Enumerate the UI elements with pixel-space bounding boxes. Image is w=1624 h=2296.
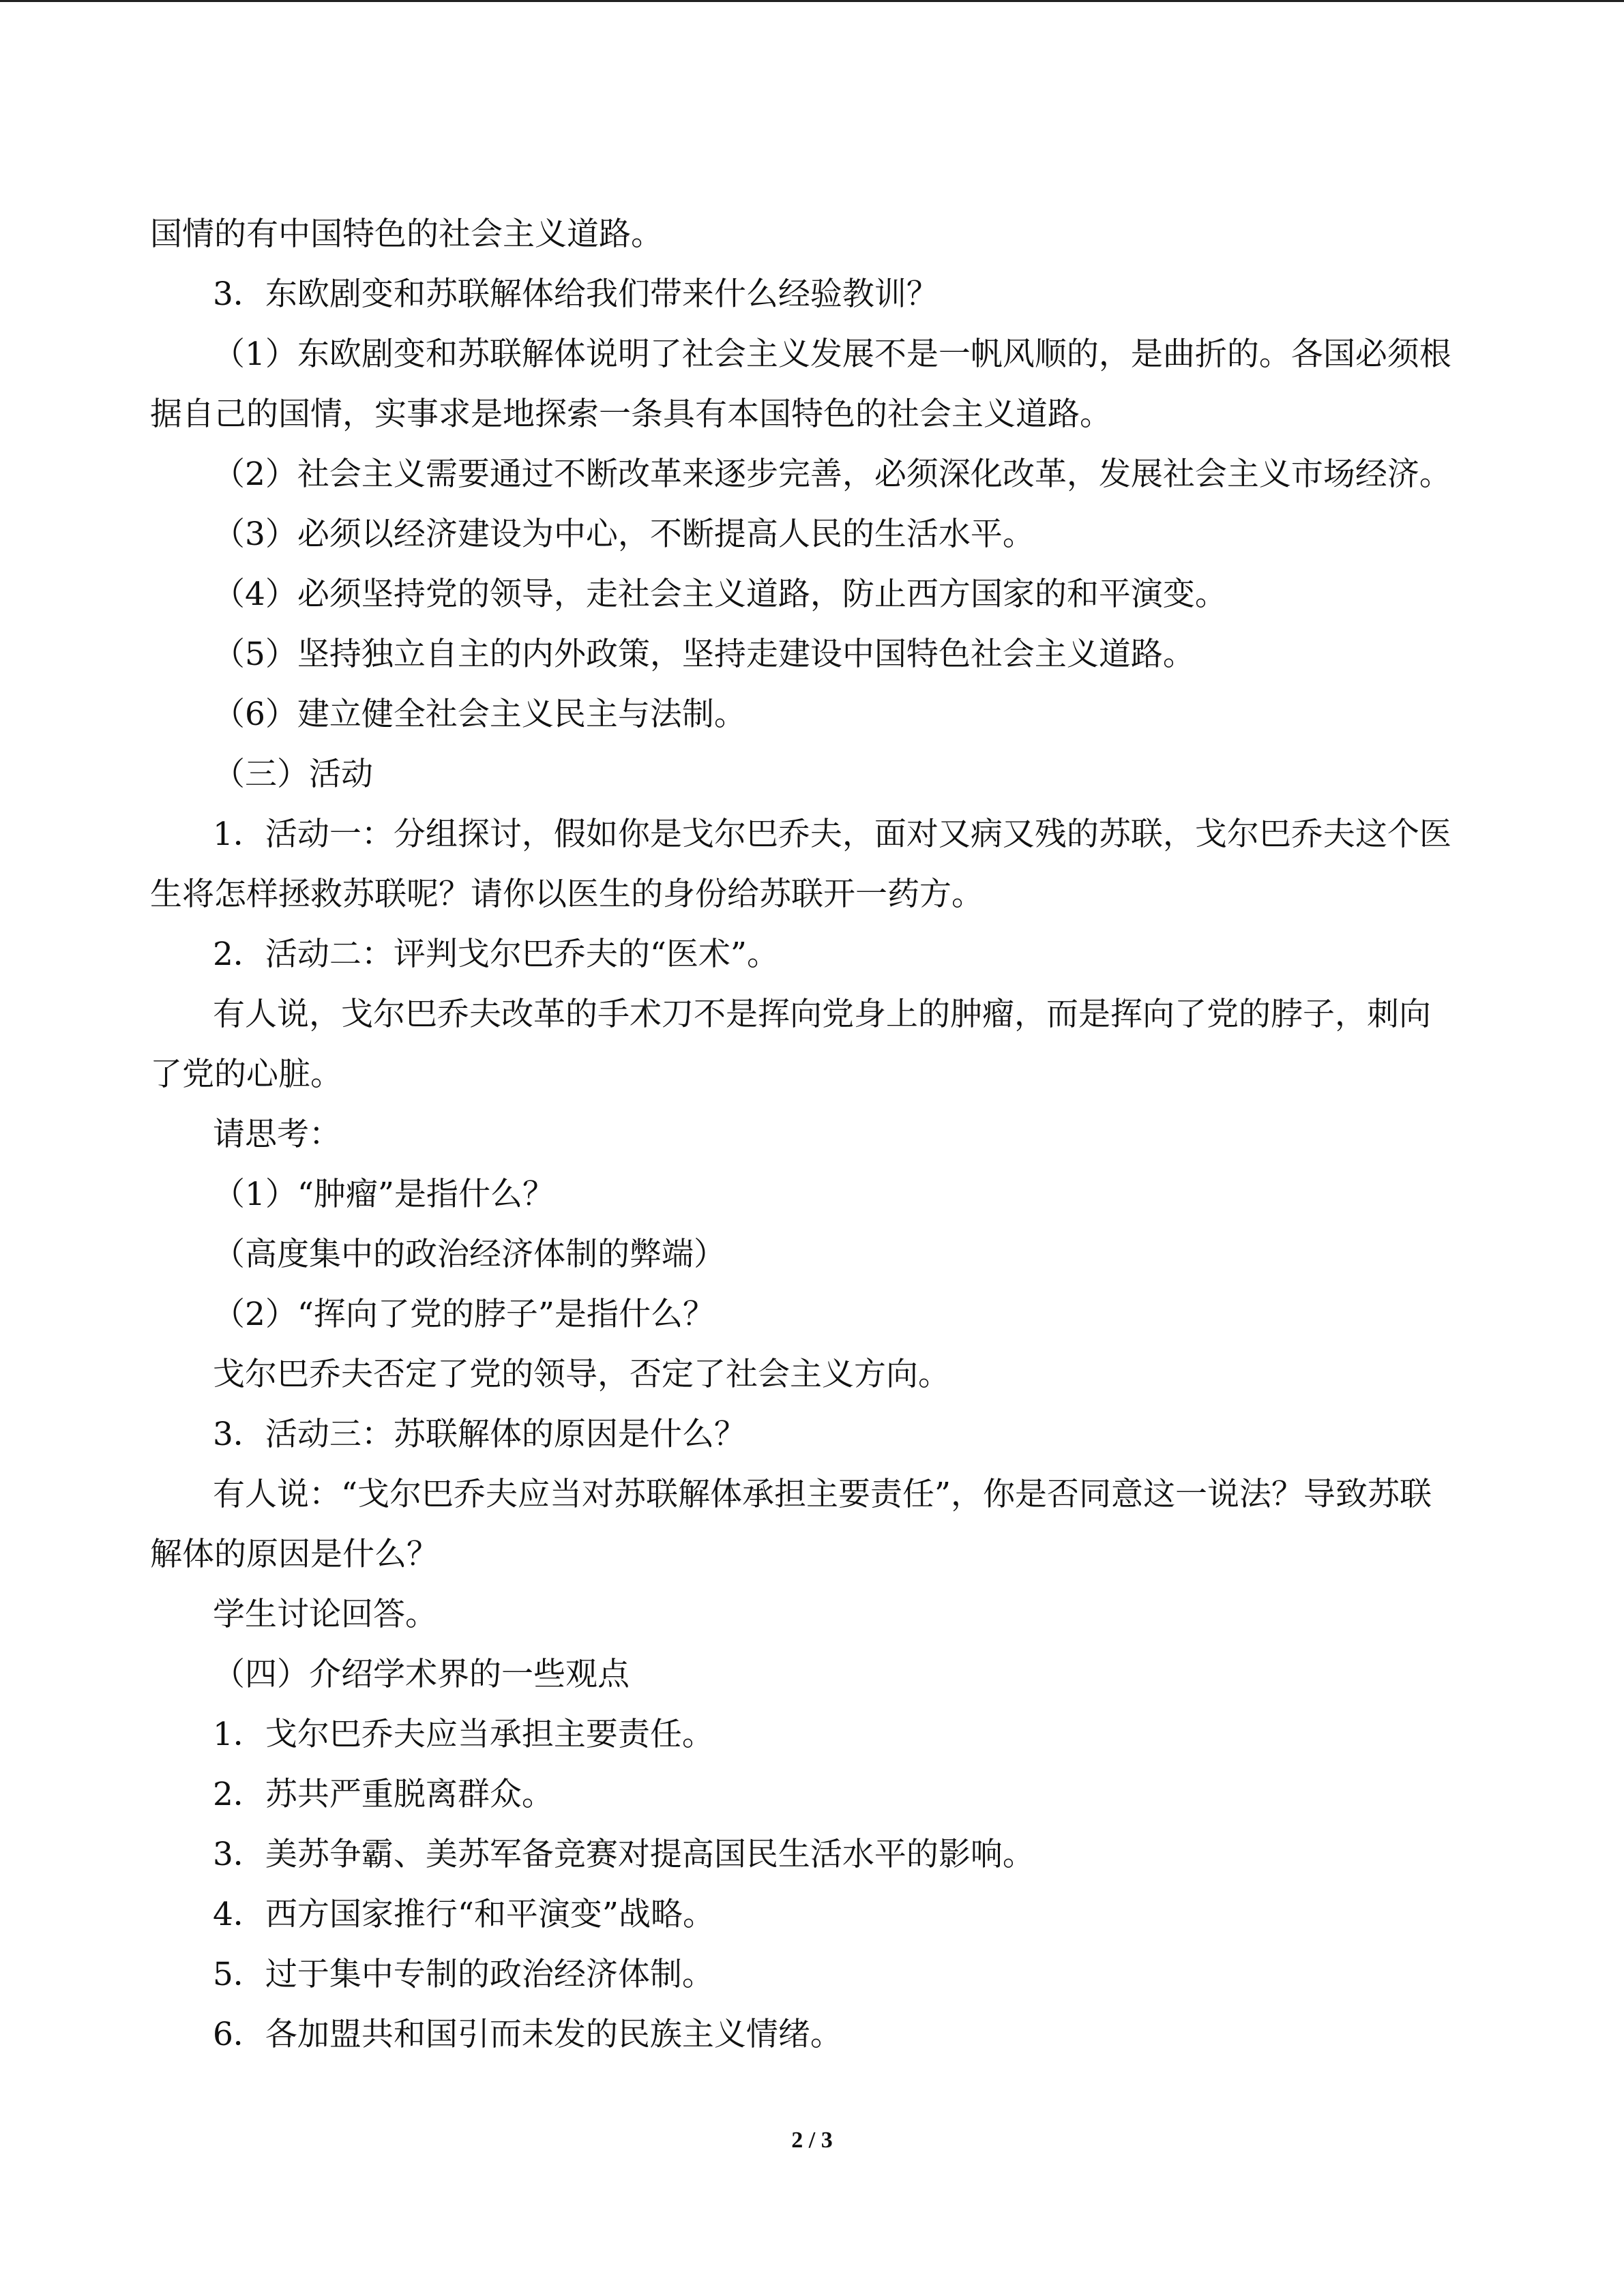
- text-line: （3）必须以经济建设为中心，不断提高人民的生活水平。: [213, 516, 1035, 553]
- text-line: 6．各加盟共和国引而未发的民族主义情绪。: [213, 2016, 842, 2053]
- document-body: [150, 205, 1480, 2065]
- text-line: 请思考：: [213, 1116, 341, 1153]
- text-line: 戈尔巴乔夫否定了党的领导，否定了社会主义方向。: [213, 1356, 950, 1393]
- text-line: 4．西方国家推行“和平演变”战略。: [213, 1896, 715, 1933]
- text-line: 有人说：“戈尔巴乔夫应当对苏联解体承担主要责任”，你是否同意这一说法？导致苏联: [213, 1476, 1432, 1513]
- text-line: （2）社会主义需要通过不断改革来逐步完善，必须深化改革，发展社会主义市场经济。: [213, 456, 1451, 493]
- text-line: 2．活动二：评判戈尔巴乔夫的“医术”。: [213, 936, 779, 973]
- text-line: 解体的原因是什么？: [150, 1536, 439, 1573]
- text-line: 生将怎样拯救苏联呢？请你以医生的身份给苏联开一药方。: [150, 876, 984, 913]
- text-line: 学生讨论回答。: [213, 1596, 437, 1633]
- text-line: 有人说，戈尔巴乔夫改革的手术刀不是挥向党身上的肿瘤，而是挥向了党的脖子，刺向: [213, 996, 1431, 1033]
- text-line: 据自己的国情，实事求是地探索一条具有本国特色的社会主义道路。: [150, 396, 1112, 433]
- top-border-line: [0, 0, 1624, 2]
- text-line: （5）坚持独立自主的内外政策，坚持走建设中国特色社会主义道路。: [213, 636, 1195, 673]
- page-number: 2 / 3: [791, 2128, 833, 2153]
- text-line: （四）介绍学术界的一些观点: [213, 1656, 630, 1693]
- text-line: 3．活动三：苏联解体的原因是什么？: [213, 1416, 746, 1453]
- text-line: 5．过于集中专制的政治经济体制。: [213, 1956, 714, 1993]
- text-line: 1．戈尔巴乔夫应当承担主要责任。: [213, 1716, 714, 1753]
- text-line: 国情的有中国特色的社会主义道路。: [150, 215, 663, 253]
- text-line: （高度集中的政治经济体制的弊端）: [213, 1236, 726, 1273]
- text-line: （6）建立健全社会主义民主与法制。: [213, 696, 746, 733]
- text-line: 3．东欧剧变和苏联解体给我们带来什么经验教训？: [213, 275, 939, 313]
- text-line: 2．苏共严重脱离群众。: [213, 1776, 554, 1813]
- text-line: 了党的心脏。: [150, 1056, 342, 1093]
- text-line: （2）“挥向了党的脖子”是指什么？: [213, 1296, 715, 1333]
- text-line: （1）“肿瘤”是指什么？: [213, 1176, 555, 1213]
- text-line: 1．活动一：分组探讨，假如你是戈尔巴乔夫，面对又病又残的苏联，戈尔巴乔夫这个医: [213, 816, 1451, 853]
- text-line: （1）东欧剧变和苏联解体说明了社会主义发展不是一帆风顺的，是曲折的。各国必须根: [213, 336, 1451, 373]
- text-line: （三）活动: [213, 756, 373, 793]
- text-line: （4）必须坚持党的领导，走社会主义道路，防止西方国家的和平演变。: [213, 576, 1227, 613]
- text-line: 3．美苏争霸、美苏军备竞赛对提高国民生活水平的影响。: [213, 1836, 1035, 1873]
